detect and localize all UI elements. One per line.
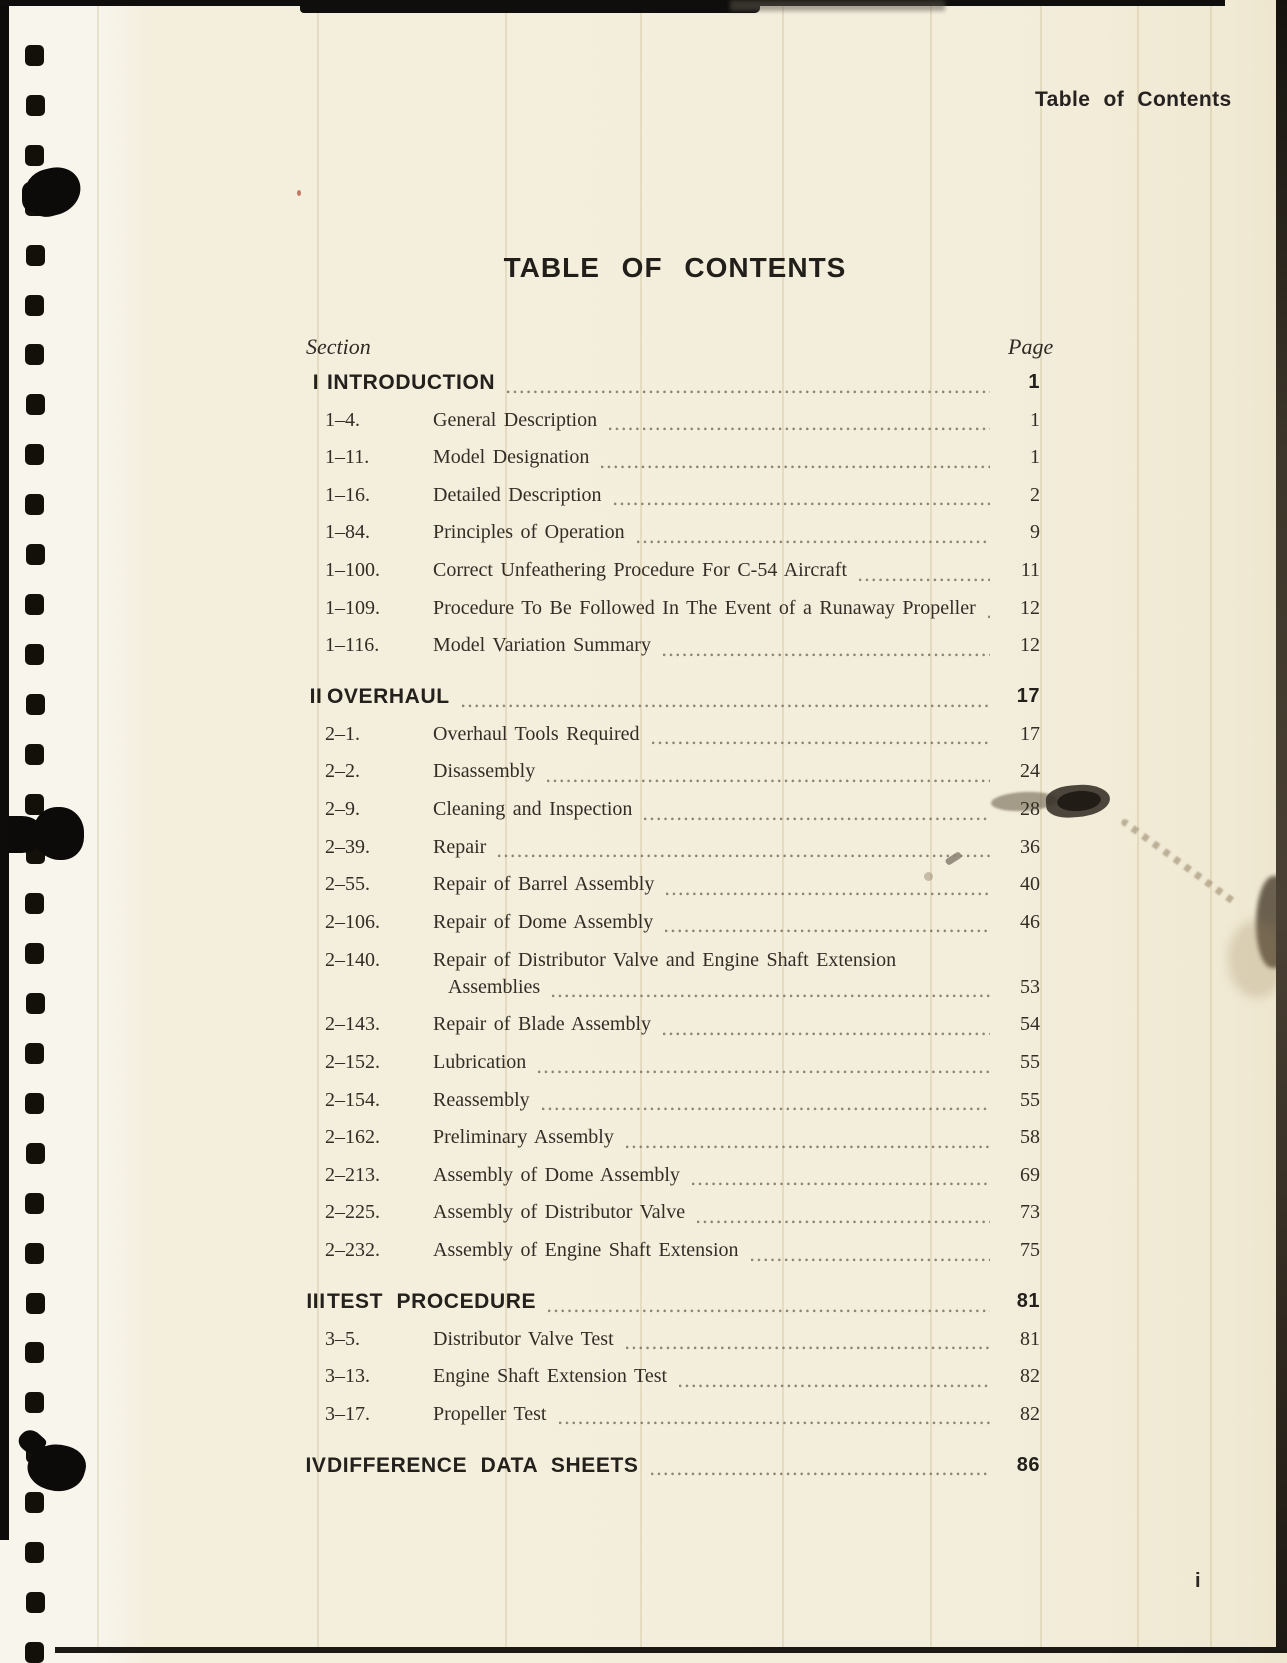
- toc-section-heading: [305, 678, 1040, 716]
- scan-crease: [97, 0, 99, 1653]
- item-title: Assembly of Dome Assembly: [433, 1163, 680, 1186]
- scan-edge-right: [1276, 0, 1287, 1653]
- dotted-leader: [626, 1346, 990, 1350]
- dotted-leader: [626, 1145, 990, 1149]
- dotted-leader: [462, 704, 990, 708]
- binder-hole: [25, 1392, 44, 1413]
- item-number: 1–109.: [325, 596, 380, 619]
- toc-section-heading: [305, 1283, 1040, 1321]
- dotted-leader: [538, 1070, 990, 1074]
- item-page-number: 82: [1020, 1402, 1040, 1425]
- toc-item: [305, 791, 1040, 829]
- toc-list: [305, 364, 1040, 1484]
- column-label-section: Section: [306, 334, 371, 359]
- item-title: Assembly of Engine Shaft Extension: [433, 1239, 739, 1262]
- dotted-leader: [692, 1182, 990, 1186]
- binder-hole: [25, 295, 44, 316]
- binder-edge-strip: [0, 0, 9, 1540]
- item-number: 3–5.: [325, 1327, 360, 1350]
- section-numeral: III: [306, 1290, 326, 1314]
- item-number: 2–2.: [325, 760, 360, 783]
- section-page-number: 81: [1016, 1290, 1040, 1313]
- section-title: DIFFERENCE DATA SHEETS: [327, 1453, 639, 1477]
- dotted-leader: [651, 1472, 991, 1476]
- binder-hole: [25, 1043, 44, 1064]
- item-page-number: 55: [1020, 1088, 1040, 1111]
- toc-section: [305, 364, 1040, 665]
- item-title: Repair of Dome Assembly: [433, 910, 654, 933]
- binder-hole: [25, 794, 44, 815]
- item-page-number: 40: [1020, 873, 1040, 896]
- dotted-leader: [548, 1309, 990, 1313]
- toc-item: [305, 627, 1040, 665]
- item-title: Repair: [433, 835, 487, 858]
- item-page-number: 54: [1020, 1013, 1040, 1036]
- ink-blot: [22, 182, 48, 212]
- binder-hole: [25, 594, 44, 615]
- binder-hole: [26, 694, 45, 715]
- item-page-number: 11: [1020, 558, 1040, 581]
- item-page-number: 58: [1020, 1126, 1040, 1149]
- toc-item: [305, 1119, 1040, 1157]
- item-number: 2–162.: [325, 1126, 380, 1149]
- toc-item: [305, 753, 1040, 791]
- item-title: Cleaning and Inspection: [433, 797, 633, 820]
- toc-item: [305, 1321, 1040, 1359]
- section-numeral: IV: [305, 1453, 327, 1477]
- item-number: 2–152.: [325, 1051, 380, 1074]
- dotted-leader: [988, 615, 990, 619]
- item-number: 2–55.: [325, 873, 370, 896]
- toc-item: [305, 1232, 1040, 1270]
- toc-item: [305, 477, 1040, 515]
- item-page-number: 69: [1020, 1163, 1040, 1186]
- toc-item: [305, 1044, 1040, 1082]
- binder-hole: [25, 1642, 44, 1663]
- item-title: Assembly of Distributor Valve: [433, 1201, 686, 1224]
- binder-hole: [26, 1293, 45, 1314]
- running-header: Table of Contents: [1035, 88, 1232, 111]
- item-number: 2–232.: [325, 1239, 380, 1262]
- toc-item: [305, 590, 1040, 628]
- item-title: Preliminary Assembly: [433, 1126, 614, 1149]
- section-numeral: II: [309, 685, 323, 709]
- dotted-leader: [601, 465, 990, 469]
- toc-item: [305, 1358, 1040, 1396]
- binder-hole: [25, 1193, 44, 1214]
- toc-item: [305, 1396, 1040, 1434]
- item-number: 2–9.: [325, 797, 360, 820]
- item-page-number: 17: [1020, 722, 1040, 745]
- item-page-number: 55: [1020, 1051, 1040, 1074]
- toc-item: [305, 716, 1040, 754]
- item-number: 2–1.: [325, 722, 360, 745]
- toc-section: [305, 678, 1040, 1270]
- binder-hole: [26, 95, 45, 116]
- toc-item: [305, 829, 1040, 867]
- scan-edge-bottom: [55, 1647, 1287, 1653]
- dotted-leader: [652, 741, 990, 745]
- dotted-leader: [751, 1258, 990, 1262]
- dotted-leader: [542, 1107, 990, 1111]
- binder-hole: [25, 1093, 44, 1114]
- item-page-number: 28: [1020, 797, 1040, 820]
- item-number: 2–106.: [325, 910, 380, 933]
- item-title: Correct Unfeathering Procedure For C-54 Aircraft: [433, 558, 848, 581]
- item-number: 3–17.: [325, 1402, 370, 1425]
- toc-item: [305, 439, 1040, 477]
- item-page-number: 53: [1020, 976, 1040, 999]
- page-title: TABLE OF CONTENTS: [503, 252, 847, 283]
- item-page-number: 75: [1020, 1239, 1040, 1262]
- toc-section: [305, 1447, 1040, 1485]
- dotted-leader: [552, 994, 990, 998]
- toc-item: [305, 552, 1040, 590]
- item-title: Repair of Barrel Assembly: [433, 873, 655, 896]
- item-title: Repair of Distributor Valve and Engine Shaft Extension: [433, 949, 897, 972]
- item-page-number: 36: [1020, 835, 1040, 858]
- item-title: Model Variation Summary: [433, 634, 651, 657]
- binder-hole: [25, 1492, 44, 1513]
- dotted-leader: [644, 817, 990, 821]
- dotted-leader: [666, 892, 990, 896]
- item-page-number: 12: [1020, 634, 1040, 657]
- dotted-leader: [507, 390, 990, 394]
- item-page-number: 46: [1020, 910, 1040, 933]
- scan-crease: [1040, 0, 1042, 1653]
- item-number: 2–154.: [325, 1088, 380, 1111]
- item-page-number: 81: [1020, 1327, 1040, 1350]
- item-title: Repair of Blade Assembly: [433, 1013, 652, 1036]
- binder-hole: [25, 1542, 44, 1563]
- dotted-leader: [498, 854, 990, 858]
- item-title: Reassembly: [433, 1088, 530, 1111]
- item-number: 1–4.: [325, 408, 360, 431]
- scan-edge-top-blob: [300, 0, 760, 13]
- item-number: 1–16.: [325, 483, 370, 506]
- item-number: 2–140.: [325, 949, 380, 972]
- section-page-number: 86: [1016, 1453, 1040, 1476]
- toc-section: [305, 1283, 1040, 1433]
- item-title: General Description: [433, 408, 598, 431]
- binder-hole: [25, 344, 44, 365]
- binder-hole: [25, 744, 44, 765]
- item-number: 3–13.: [325, 1365, 370, 1388]
- item-title: Overhaul Tools Required: [433, 722, 640, 745]
- item-number: 1–100.: [325, 558, 380, 581]
- toc-item: [305, 1006, 1040, 1044]
- item-page-number: 73: [1020, 1201, 1040, 1224]
- toc-item-continuation: [305, 969, 1040, 1006]
- item-page-number: 24: [1020, 760, 1040, 783]
- section-title: TEST PROCEDURE: [327, 1290, 537, 1314]
- toc-item: [305, 904, 1040, 942]
- dotted-leader: [859, 578, 990, 582]
- section-page-number: 1: [1028, 371, 1040, 393]
- toc-item: [305, 1194, 1040, 1232]
- item-page-number: 12: [1020, 596, 1040, 619]
- binder-hole: [26, 993, 45, 1014]
- section-page-number: 17: [1016, 685, 1040, 708]
- item-title: Model Designation: [433, 446, 590, 469]
- toc-item: [305, 402, 1040, 440]
- item-number: 2–213.: [325, 1163, 380, 1186]
- item-title: Detailed Description: [433, 483, 602, 506]
- binder-hole: [25, 494, 44, 515]
- binder-hole: [25, 893, 44, 914]
- item-number: 1–11.: [325, 446, 370, 469]
- item-title: Assemblies: [448, 976, 541, 999]
- red-speck: [297, 190, 301, 196]
- item-number: 1–84.: [325, 521, 370, 544]
- toc-item: [305, 866, 1040, 904]
- item-page-number: 9: [1030, 521, 1040, 544]
- binder-hole: [25, 1243, 44, 1264]
- binder-hole: [25, 1342, 44, 1363]
- dotted-leader: [547, 779, 990, 783]
- toc-section-heading: [305, 1447, 1040, 1485]
- item-title: Disassembly: [433, 760, 536, 783]
- item-page-number: 82: [1020, 1365, 1040, 1388]
- item-number: 2–225.: [325, 1201, 380, 1224]
- item-number: 2–143.: [325, 1013, 380, 1036]
- toc-item: [305, 941, 1040, 972]
- scan-crease: [1210, 0, 1212, 1653]
- item-page-number: 1: [1030, 446, 1040, 469]
- section-title: INTRODUCTION: [327, 371, 496, 394]
- dotted-leader: [679, 1384, 990, 1388]
- page-folio: i: [1195, 1570, 1201, 1592]
- section-title: OVERHAUL: [327, 685, 450, 709]
- scan-edge-smudge: [730, 0, 945, 11]
- item-title: Propeller Test: [433, 1402, 547, 1425]
- section-numeral: I: [312, 371, 320, 394]
- dotted-leader: [665, 929, 990, 933]
- toc-section-heading: [305, 364, 1040, 402]
- item-title: Lubrication: [433, 1051, 527, 1074]
- item-number: 1–116.: [325, 634, 380, 657]
- binder-hole: [26, 245, 45, 266]
- binder-hole: [25, 943, 44, 964]
- binder-hole: [26, 544, 45, 565]
- binder-hole: [25, 644, 44, 665]
- dotted-leader: [663, 1032, 990, 1036]
- dotted-leader: [663, 653, 990, 657]
- item-title: Engine Shaft Extension Test: [433, 1365, 668, 1388]
- binder-hole: [25, 145, 44, 166]
- binder-hole: [26, 1592, 45, 1613]
- toc-item: [305, 1082, 1040, 1120]
- column-label-page: Page: [1008, 334, 1054, 359]
- item-title: Distributor Valve Test: [433, 1327, 614, 1350]
- binder-hole: [25, 444, 44, 465]
- dotted-leader: [559, 1421, 991, 1425]
- binder-hole: [26, 394, 45, 415]
- dotted-leader: [637, 540, 990, 544]
- item-page-number: 2: [1030, 483, 1040, 506]
- dotted-leader: [614, 502, 990, 506]
- item-title: Principles of Operation: [433, 521, 625, 544]
- binder-hole: [26, 1143, 45, 1164]
- toc-item: [305, 1157, 1040, 1195]
- toc-item: [305, 514, 1040, 552]
- dotted-leader: [609, 427, 990, 431]
- dotted-leader: [697, 1220, 990, 1224]
- item-page-number: 1: [1030, 408, 1040, 431]
- item-title: Procedure To Be Followed In The Event of a Runaway Propeller: [433, 596, 976, 619]
- item-number: 2–39.: [325, 835, 370, 858]
- binder-hole: [25, 45, 44, 66]
